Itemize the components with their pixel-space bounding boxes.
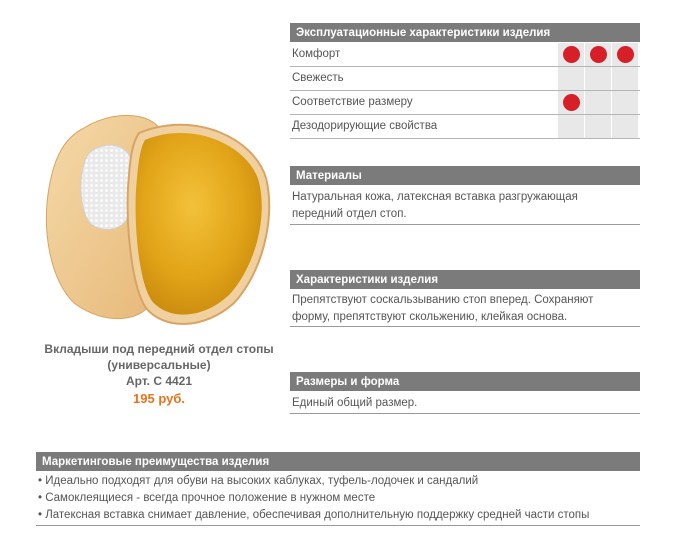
features-divider: [290, 326, 640, 327]
product-article: Арт. С 4421: [125, 374, 193, 388]
marketing-item-1: • Идеально подходят для обуви на высоких каблуках, туфель-лодочек и сандалий: [38, 475, 479, 487]
materials-divider: [290, 224, 640, 225]
rating-cell: [611, 115, 638, 138]
rating-dot: [617, 46, 634, 63]
rating-label: Комфорт: [292, 48, 341, 60]
features-header: Характеристики изделия: [290, 270, 640, 289]
materials-text-line2: передний отдел стоп.: [292, 208, 407, 220]
rating-cell: [584, 43, 611, 66]
sizes-text: Единый общий размер.: [292, 397, 418, 409]
features-text-line1: Препятствуют соскальзыванию стоп вперед. Сохраняют: [292, 294, 594, 306]
rating-cell: [611, 91, 638, 114]
rating-dot: [563, 94, 580, 111]
rating-cell: [584, 91, 611, 114]
rating-cell: [557, 67, 584, 90]
marketing-divider: [36, 525, 640, 526]
materials-header: Материалы: [290, 166, 640, 185]
product-price: 195 руб.: [133, 391, 185, 406]
rating-cell: [611, 43, 638, 66]
rating-cell: [611, 67, 638, 90]
marketing-item-3: • Латексная вставка снимает давление, обеспечивая дополнительную поддержку средней части стопы: [38, 509, 590, 521]
rating-cell: [584, 115, 611, 138]
rating-label: Дезодорирующие свойства: [292, 120, 438, 132]
product-name-line2: (универсальные): [107, 358, 211, 372]
product-name-line1: Вкладыши под передний отдел стопы: [44, 342, 274, 356]
sizes-divider: [290, 413, 640, 414]
marketing-header: Маркетинговые преимущества изделия: [36, 452, 640, 471]
product-image: [44, 108, 274, 333]
rating-cell: [557, 91, 584, 114]
sizes-header: Размеры и форма: [290, 372, 640, 391]
marketing-item-2: • Самоклеящиеся - всегда прочное положение в нужном месте: [38, 492, 376, 504]
materials-text-line1: Натуральная кожа, латексная вставка разгружающая: [292, 191, 578, 203]
rating-cell: [584, 67, 611, 90]
features-text-line2: форму, препятствуют скольжению, клейкая основа.: [292, 311, 568, 323]
rating-dot: [590, 46, 607, 63]
rating-label: Соответствие размеру: [292, 96, 413, 108]
rating-cell: [557, 115, 584, 138]
rating-label: Свежесть: [292, 72, 344, 84]
rating-cell: [557, 43, 584, 66]
ratings-header: Эксплуатационные характеристики изделия: [290, 23, 640, 42]
rating-dot: [563, 46, 580, 63]
